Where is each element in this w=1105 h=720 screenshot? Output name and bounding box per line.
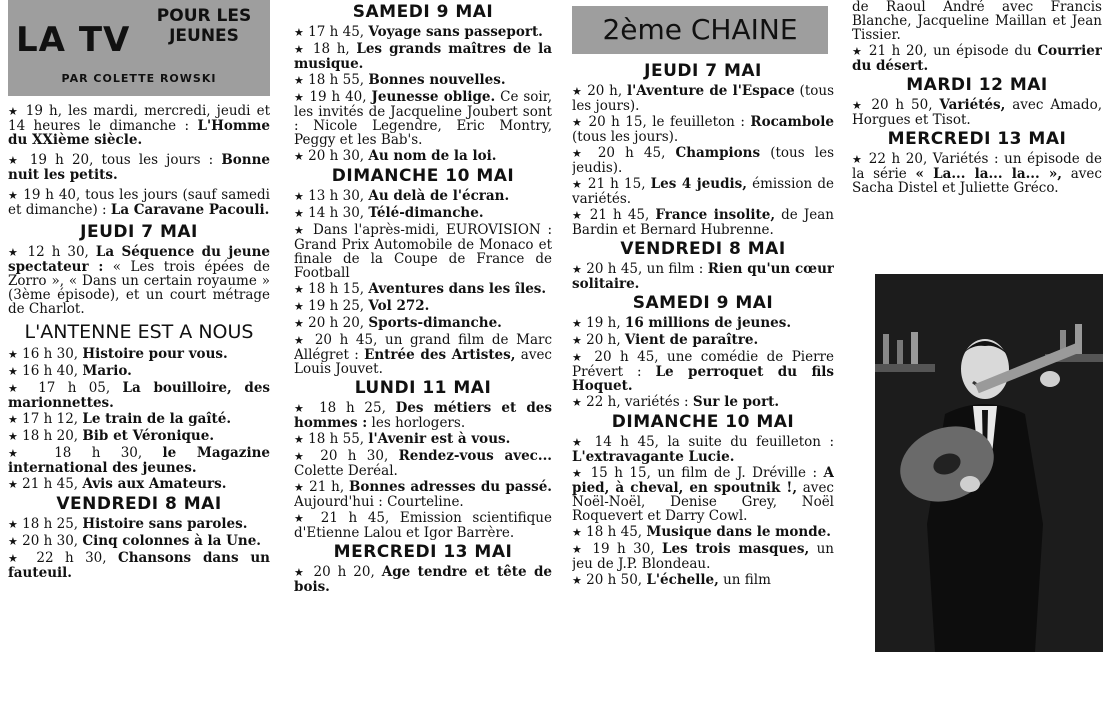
day-heading: LUNDI 11 MAI: [354, 378, 492, 398]
listing-text: de Jean Bardin et Bernard Hubrenne.: [572, 207, 834, 238]
program-title: La Caravane Pacouli.: [110, 202, 270, 218]
listing-text: 21 h 45,: [589, 207, 656, 223]
program-title: L'extravagante Lucie.: [572, 449, 735, 465]
program-title: Télé-dimanche.: [368, 205, 484, 221]
program-title: Les 4 jeudis,: [650, 176, 747, 192]
listing-entry: [8, 381, 270, 410]
program-title: Des métiers et des hommes :: [294, 400, 552, 431]
star-icon: ★: [572, 263, 582, 276]
listing-text: 20 h 30,: [22, 533, 83, 549]
star-icon: ★: [572, 147, 588, 160]
program-title: Mario.: [82, 363, 132, 379]
listing-text: avec Amado, Horgues et Tisot.: [852, 97, 1102, 128]
listing-text: 20 h 45, un grand film de Marc Allégret :: [294, 332, 552, 363]
star-icon: ★: [572, 351, 586, 364]
listing-entry: [572, 350, 834, 393]
star-icon: ★: [294, 283, 304, 296]
listing-text: 13 h 30,: [308, 188, 369, 204]
star-icon: ★: [8, 478, 18, 491]
program-title: Vol 272.: [368, 298, 430, 314]
program-title: A pied, à cheval, en spoutnik !,: [572, 465, 834, 496]
listing-group: [294, 401, 552, 540]
day-heading: DIMANCHE 10 MAI: [331, 166, 515, 186]
star-icon: ★: [294, 566, 307, 579]
star-icon: ★: [8, 552, 25, 565]
column-4: [852, 0, 1102, 197]
program-title: 16 millions de jeunes.: [624, 315, 792, 331]
day-heading: SAMEDI 9 MAI: [632, 293, 774, 313]
star-icon: ★: [8, 154, 22, 167]
star-icon: ★: [294, 74, 304, 87]
program-title: l'Aventure de l'Espace: [626, 83, 795, 99]
star-icon: ★: [8, 518, 18, 531]
listing-group: [852, 44, 1102, 73]
listing-group: [8, 104, 270, 217]
listing-group: [852, 152, 1102, 195]
listing-text: 19 h,: [586, 315, 625, 331]
banner-subtitle: POUR LES JEUNES: [156, 6, 252, 46]
listing-text: 19 h 30,: [592, 541, 662, 557]
program-title: Histoire pour vous.: [82, 346, 228, 362]
listing-text: 20 h 45, une comédie de Pierre Prévert :: [572, 349, 834, 380]
listing-text: 18 h 30,: [54, 445, 163, 461]
listing-text: avec Noël-Noël, Denise Grey, Noël Roquevert et Darry Cowl.: [572, 480, 834, 524]
listing-group: [572, 435, 834, 588]
star-icon: ★: [572, 436, 587, 449]
program-title: Rocambole: [750, 114, 834, 130]
column-banner: [8, 0, 270, 96]
listing-group: [572, 84, 834, 237]
listing-entry: [294, 206, 552, 221]
listing-entry: [294, 401, 552, 430]
listing-text: (tous les jeudis).: [572, 145, 834, 176]
star-icon: ★: [852, 45, 864, 58]
program-title: La bouilloire, des marionnettes.: [8, 380, 270, 411]
listing-text: Aujourd'hui : Courteline.: [294, 494, 464, 510]
program-title: Rendez-vous avec...: [398, 448, 552, 464]
program-title: le Magazine international des jeunes.: [8, 445, 270, 476]
listing-text: 22 h, variétés :: [586, 394, 693, 410]
column-1: [8, 0, 270, 582]
day-heading: JEUDI 7 MAI: [80, 222, 198, 242]
listing-continuation: de Raoul André avec Francis Blanche, Jacqueline Maillan et Jean Tissier.: [852, 0, 1102, 43]
section-heading: L'ANTENNE EST A NOUS: [24, 321, 254, 343]
star-icon: ★: [572, 396, 582, 409]
program-title: Bonnes nouvelles.: [368, 72, 506, 88]
program-title: Voyage sans passeport.: [368, 24, 543, 40]
listing-text: 14 h 30,: [308, 205, 369, 221]
star-icon: ★: [294, 334, 308, 347]
star-icon: ★: [294, 481, 305, 494]
listing-entry: [572, 316, 834, 331]
listing-text: 18 h 55,: [308, 431, 369, 447]
star-icon: ★: [572, 85, 583, 98]
listing-entry: [294, 223, 552, 280]
banner-author: PAR COLETTE ROWSKI: [61, 72, 217, 85]
column-2: [294, 0, 552, 596]
listing-text: 20 h 20,: [313, 564, 382, 580]
program-title: Bonnes adresses du passé.: [348, 479, 552, 495]
listing-group: [852, 98, 1102, 127]
program-title: Sports-dimanche.: [368, 315, 502, 331]
listing-entry: [572, 262, 834, 291]
program-title: Les grands maîtres de la musique.: [294, 41, 552, 72]
star-icon: ★: [8, 382, 26, 395]
channel-banner: 2ème CHAINE: [572, 6, 828, 54]
star-icon: ★: [294, 91, 305, 104]
day-heading: MERCREDI 13 MAI: [887, 129, 1067, 149]
listing-group: [294, 189, 552, 376]
listing-entry: [8, 188, 270, 217]
listing-group: [8, 347, 270, 492]
listing-text: 20 h,: [587, 83, 627, 99]
star-icon: ★: [294, 150, 304, 163]
listing-group: [8, 517, 270, 580]
listing-text: 19 h 20, tous les jours :: [29, 152, 222, 168]
star-icon: ★: [8, 447, 34, 460]
listing-entry: [8, 153, 270, 182]
listing-entry: [294, 480, 552, 509]
listing-text: 22 h 30,: [36, 550, 118, 566]
listing-text: 18 h 15,: [308, 281, 369, 297]
star-icon: ★: [572, 467, 585, 480]
program-title: Le train de la gaîté.: [82, 411, 232, 427]
listing-entry: [294, 42, 552, 71]
listing-entry: [8, 534, 270, 549]
listing-text: Ce soir, les invités de Jacqueline Joubert sont : Nicole Legendre, Eric Montry, Peggy et les Bab's.: [294, 89, 552, 148]
listing-entry: [294, 432, 552, 447]
listing-entry: [8, 104, 270, 147]
program-title: Bonne nuit les petits.: [8, 152, 270, 183]
star-icon: ★: [294, 433, 304, 446]
star-icon: ★: [572, 178, 583, 191]
listing-group: [294, 565, 552, 594]
star-icon: ★: [294, 26, 304, 39]
listing-text: 20 h 20,: [308, 315, 369, 331]
listing-entry: [852, 44, 1102, 73]
listing-text: 16 h 30,: [22, 346, 83, 362]
star-icon: ★: [572, 116, 584, 129]
listing-entry: [294, 316, 552, 331]
star-icon: ★: [8, 246, 21, 259]
listing-text: 18 h 20,: [22, 428, 83, 444]
listing-entry: [294, 299, 552, 314]
listing-text: 21 h 45, Emission scientifique d'Etienne Lalou et Igor Barrère.: [294, 510, 552, 541]
listing-entry: [572, 466, 834, 523]
program-title: Jeunesse oblige.: [371, 89, 496, 105]
listing-entry: [852, 152, 1102, 195]
listing-entry: [572, 115, 834, 144]
listing-entry: [294, 149, 552, 164]
program-title: Les trois masques,: [662, 541, 810, 557]
star-icon: ★: [572, 543, 585, 556]
listing-entry: [572, 435, 834, 464]
listing-entry: [572, 525, 834, 540]
listing-text: 18 h 45,: [586, 524, 647, 540]
program-title: La Séquence du jeune spectateur :: [8, 244, 270, 275]
program-title: Sur le port.: [692, 394, 780, 410]
listing-text: un jeu de J.P. Blondeau.: [572, 541, 834, 572]
listing-entry: [572, 573, 834, 588]
listing-text: 18 h 25,: [319, 400, 396, 416]
star-icon: ★: [8, 365, 18, 378]
star-icon: ★: [8, 189, 19, 202]
listing-text: 17 h 45,: [308, 24, 369, 40]
program-title: l'Avenir est à vous.: [368, 431, 511, 447]
listing-entry: [8, 517, 270, 532]
day-heading: VENDREDI 8 MAI: [620, 239, 786, 259]
program-title: « La... la... la... »,: [915, 166, 1063, 182]
program-title: Chansons dans un fauteuil.: [8, 550, 270, 581]
program-title: Vient de paraître.: [624, 332, 759, 348]
listing-group: [294, 25, 552, 164]
program-title: L'Homme du XXième siècle.: [8, 118, 270, 148]
listing-entry: [294, 565, 552, 594]
listing-text: 20 h 50,: [586, 572, 647, 588]
day-heading: VENDREDI 8 MAI: [56, 494, 222, 514]
program-title: Variétés,: [939, 97, 1006, 113]
star-icon: ★: [294, 512, 311, 525]
star-icon: ★: [8, 535, 18, 548]
listing-text: 14 h 45, la suite du feuilleton :: [594, 434, 834, 450]
listing-group: [572, 262, 834, 291]
listing-text: (tous les jours).: [572, 129, 679, 145]
program-title: L'échelle,: [646, 572, 719, 588]
listing-text: 12 h 30,: [27, 244, 96, 260]
star-icon: ★: [572, 209, 584, 222]
listing-text: 15 h 15, un film de J. Dréville :: [590, 465, 824, 481]
listing-entry: [572, 395, 834, 410]
listing-text: 17 h 05,: [38, 380, 123, 396]
star-icon: ★: [852, 99, 865, 112]
listing-text: 19 h 25,: [308, 298, 369, 314]
listing-text: 21 h,: [309, 479, 349, 495]
listing-text: 21 h 45,: [22, 476, 83, 492]
listing-entry: [294, 333, 552, 376]
star-icon: ★: [294, 300, 304, 313]
listing-text: Dans l'après-midi, EUROVISION : Grand Prix Automobile de Monaco et finale de la Coupe de France de Football: [294, 222, 552, 281]
listing-entry: [852, 98, 1102, 127]
program-title: Cinq colonnes à la Une.: [82, 533, 261, 549]
listing-text: 22 h 20, Variétés : un épisode de la série: [852, 151, 1102, 182]
listing-text: avec Louis Jouvet.: [294, 347, 552, 377]
listing-text: 18 h,: [312, 41, 357, 57]
program-title: Courrier du désert.: [852, 43, 1102, 74]
listing-group: [572, 316, 834, 410]
listing-text: 20 h,: [586, 332, 625, 348]
listing-text: 20 h 30,: [320, 448, 399, 464]
listing-entry: [8, 245, 270, 316]
banner-title: LA TV: [16, 20, 131, 60]
listing-entry: [294, 25, 552, 40]
star-icon: ★: [572, 317, 582, 330]
star-icon: ★: [294, 43, 307, 56]
listing-text: 16 h 40,: [22, 363, 83, 379]
listing-entry: [572, 177, 834, 206]
program-title: Avis aux Amateurs.: [82, 476, 227, 492]
program-title: Rien qu'un cœur solitaire.: [572, 261, 834, 292]
star-icon: ★: [8, 413, 18, 426]
column-3: [572, 0, 834, 590]
program-title: Aventures dans les îles.: [368, 281, 547, 297]
day-heading: MERCREDI 13 MAI: [333, 542, 513, 562]
listing-text: Colette Deréal.: [294, 463, 398, 479]
listing-text: un film: [718, 572, 771, 588]
listing-text: (tous les jours).: [572, 83, 834, 114]
program-title: Au nom de la loi.: [368, 148, 497, 164]
listing-text: 18 h 55,: [308, 72, 369, 88]
star-icon: ★: [8, 430, 18, 443]
listing-entry: [294, 189, 552, 204]
day-heading: DIMANCHE 10 MAI: [611, 412, 795, 432]
star-icon: ★: [852, 153, 864, 166]
listing-entry: [294, 282, 552, 297]
listing-text: 17 h 12,: [22, 411, 83, 427]
program-title: Bib et Véronique.: [82, 428, 215, 444]
listing-text: avec Sacha Distel et Juliette Gréco.: [852, 166, 1102, 196]
star-icon: ★: [8, 105, 20, 118]
listing-entry: [294, 90, 552, 147]
listing-entry: [572, 146, 834, 175]
listing-text: les horlogers.: [367, 415, 466, 431]
listing-text: 20 h 30,: [308, 148, 369, 164]
star-icon: ★: [572, 334, 582, 347]
listing-entry: [8, 364, 270, 379]
program-title: Age tendre et tête de bois.: [294, 564, 552, 595]
day-heading: MARDI 12 MAI: [906, 75, 1048, 95]
listing-entry: [572, 208, 834, 237]
star-icon: ★: [294, 402, 310, 415]
guitarist-photo: [875, 274, 1103, 652]
star-icon: ★: [572, 526, 582, 539]
listing-entry: [8, 551, 270, 580]
star-icon: ★: [294, 450, 310, 463]
listing-text: 19 h, les mardi, mercredi, jeudi et 14 heures le dimanche :: [8, 103, 270, 134]
listing-text: 18 h 25,: [22, 516, 83, 532]
program-title: Au delà de l'écran.: [368, 188, 510, 204]
program-title: Entrée des Artistes,: [364, 347, 516, 363]
listing-text: 20 h 45,: [597, 145, 676, 161]
listing-text: 20 h 50,: [871, 97, 940, 113]
star-icon: ★: [294, 207, 304, 220]
listing-text: 21 h 15,: [587, 176, 651, 192]
star-icon: ★: [294, 190, 304, 203]
listing-entry: [294, 73, 552, 88]
listing-entry: [8, 412, 270, 427]
program-title: Histoire sans paroles.: [82, 516, 248, 532]
program-title: Le perroquet du fils Hoquet.: [572, 364, 834, 394]
listing-text: « Les trois épées de Zorro », « Dans un certain royaume » (3ème épisode), et un court métrage de Charlot.: [8, 259, 270, 317]
listing-entry: [294, 449, 552, 478]
listing-entry: [294, 511, 552, 540]
program-title: France insolite,: [655, 207, 776, 223]
listing-entry: [572, 542, 834, 571]
star-icon: ★: [294, 224, 307, 237]
listing-entry: [8, 477, 270, 492]
listing-entry: [8, 429, 270, 444]
listing-text: 19 h 40, tous les jours (sauf samedi et dimanche) :: [8, 187, 270, 218]
listing-text: 21 h 20, un épisode du: [868, 43, 1038, 59]
listing-text: 20 h 15, le feuilleton :: [588, 114, 751, 130]
program-title: Musique dans le monde.: [646, 524, 831, 540]
listing-text: 19 h 40,: [309, 89, 372, 105]
listing-text: émission de variétés.: [572, 176, 834, 207]
day-heading: JEUDI 7 MAI: [644, 61, 762, 81]
listing-entry: [572, 333, 834, 348]
listing-entry: [8, 446, 270, 475]
program-title: Champions: [675, 145, 761, 161]
day-heading: SAMEDI 9 MAI: [352, 2, 494, 22]
star-icon: ★: [8, 348, 18, 361]
star-icon: ★: [572, 574, 582, 587]
star-icon: ★: [294, 317, 304, 330]
listing-text: 20 h 45, un film :: [586, 261, 708, 277]
listing-group: [8, 245, 270, 316]
listing-entry: [572, 84, 834, 113]
listing-entry: [8, 347, 270, 362]
guitarist-illustration: [875, 274, 1103, 652]
